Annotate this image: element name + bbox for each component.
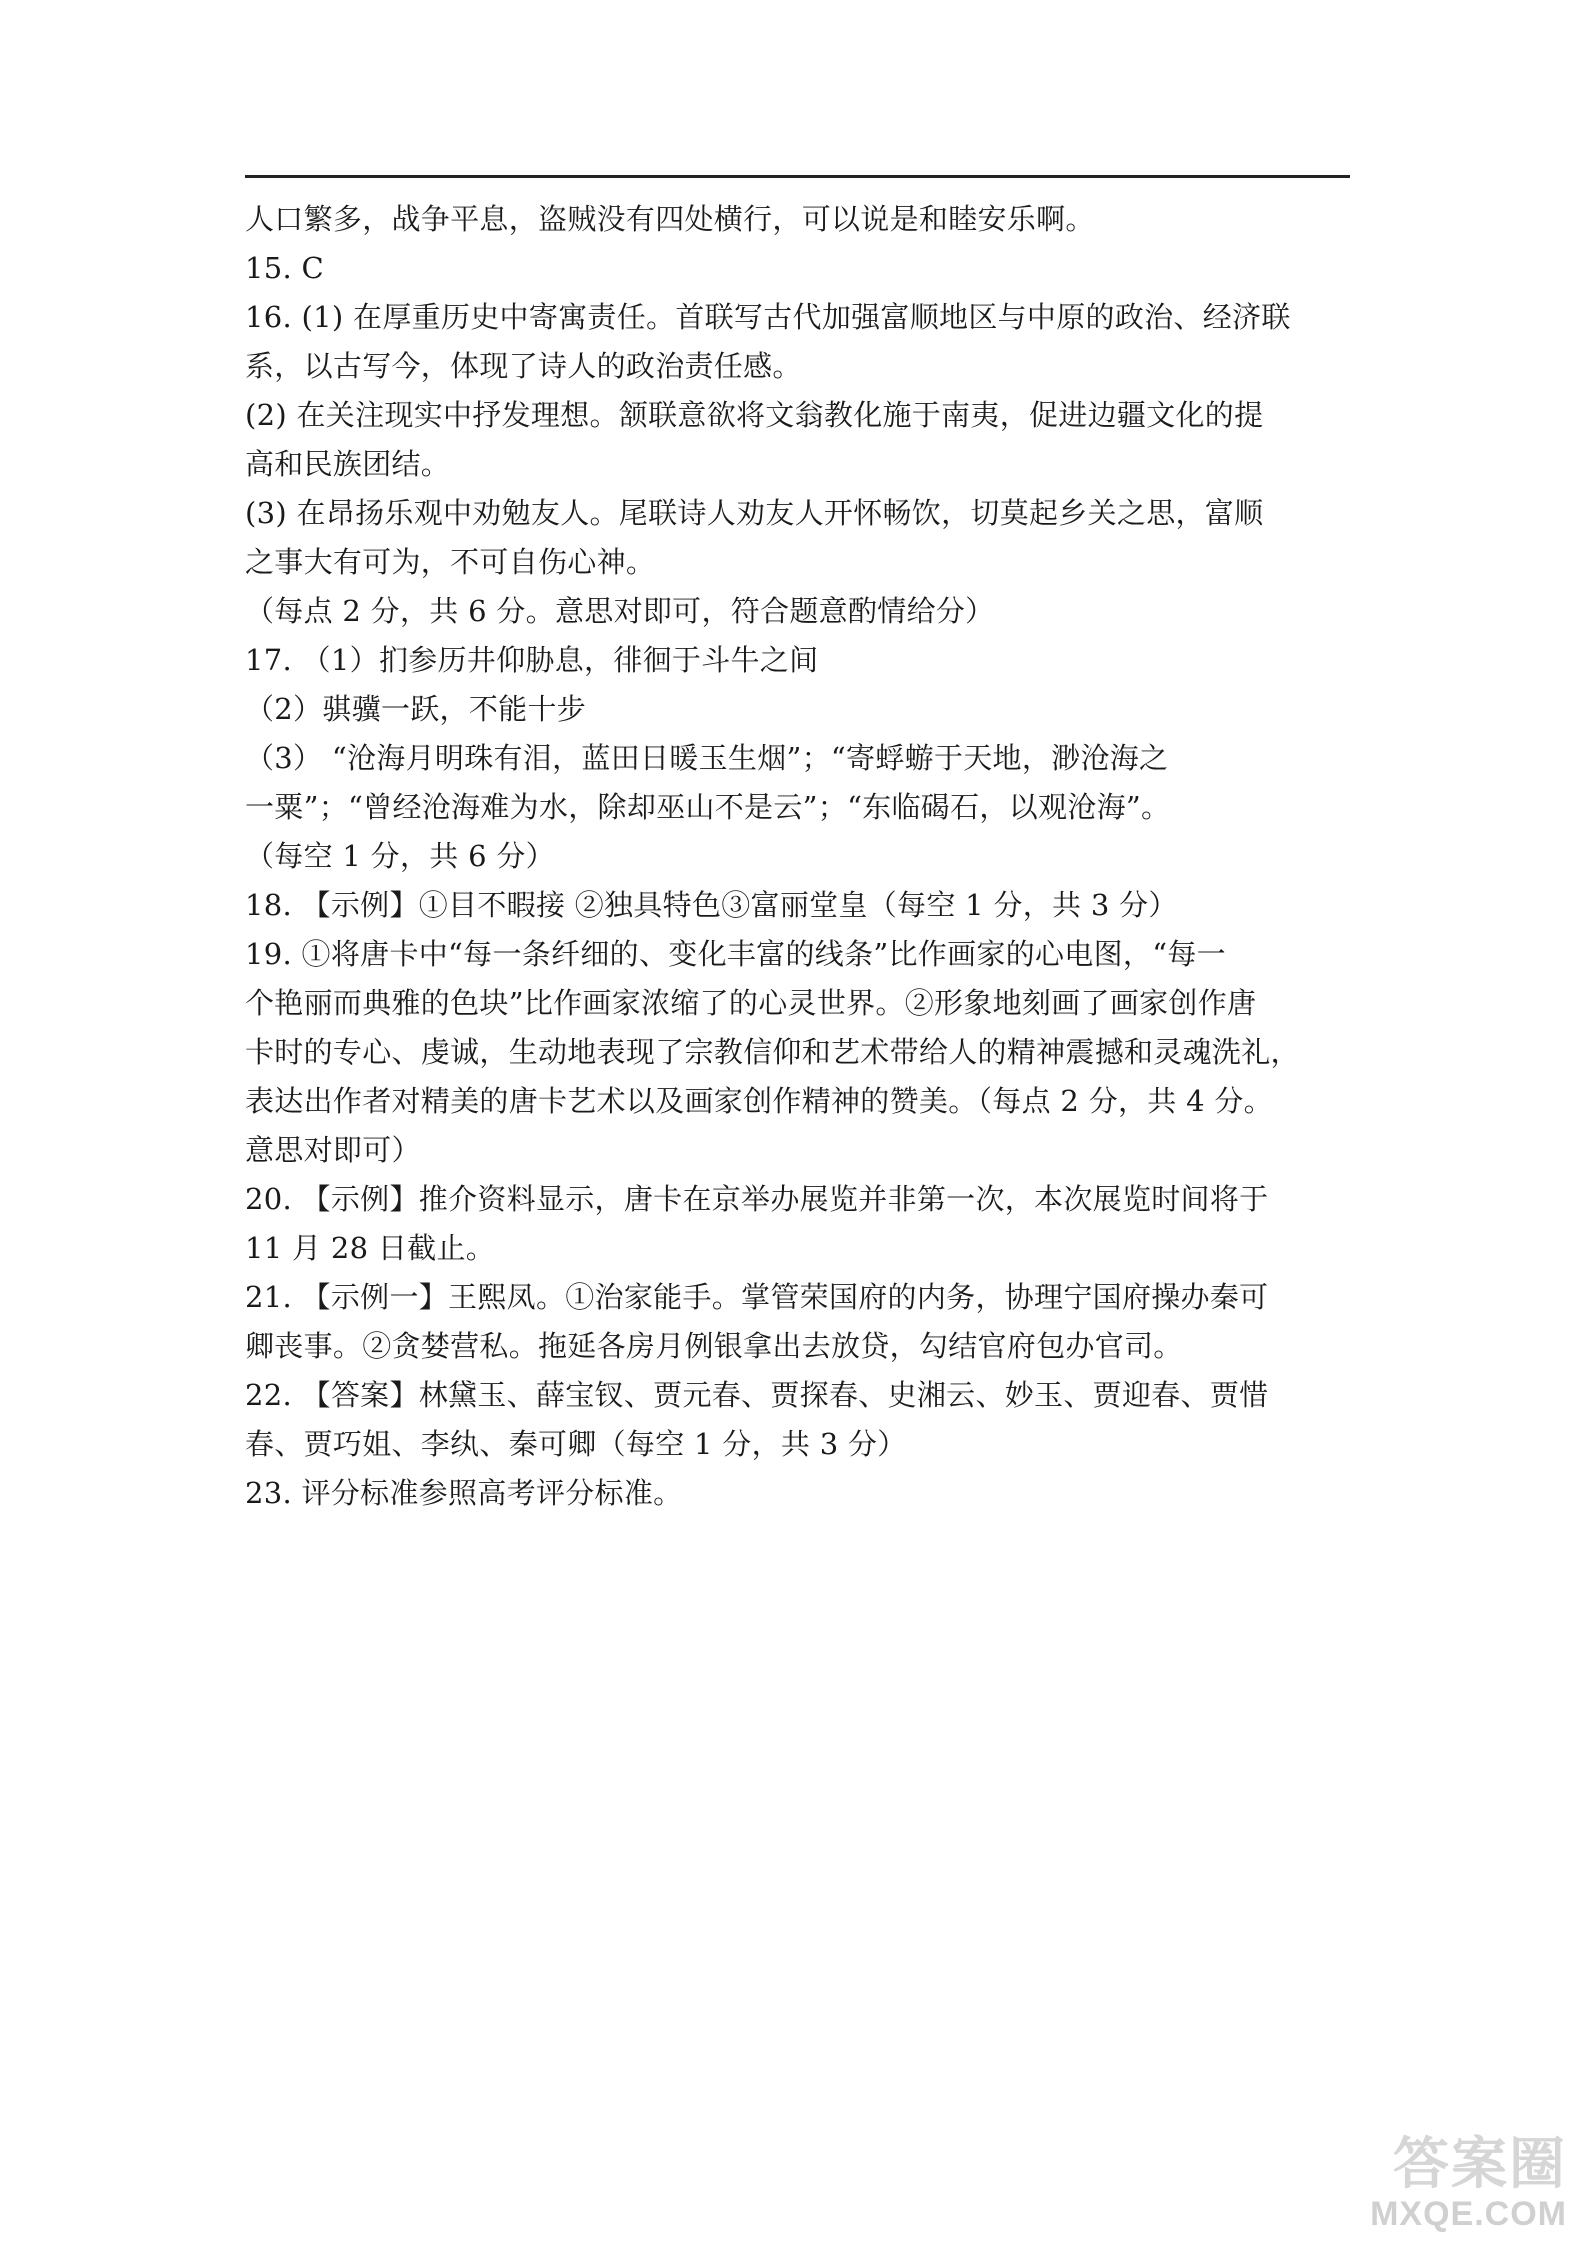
answer-16: 16. (1) 在厚重历史中寄寓责任。首联写古代加强富顺地区与中原的政治、经济联	[245, 300, 1291, 334]
answer-line: (3) 在昂扬乐观中劝勉友人。尾联诗人劝友人开怀畅饮，切莫起乡关之思，富顺	[245, 496, 1264, 530]
header-rule	[245, 175, 1350, 178]
watermark-logo: 答案圈	[1393, 2132, 1567, 2197]
answer-line: 系，以古写今，体现了诗人的政治责任感。	[245, 349, 802, 383]
answer-line: 卿丧事。②贪婪营私。拖延各房月例银拿出去放贷，勾结官府包办官司。	[245, 1329, 1183, 1363]
watermark-url: MXQE.COM	[1370, 2195, 1567, 2233]
answer-line: 个艳丽而典雅的色块”比作画家浓缩了的心灵世界。②形象地刻画了画家创作唐	[245, 986, 1257, 1020]
answer-line: 高和民族团结。	[245, 447, 451, 481]
answer-line: 春、贾巧姐、李纨、秦可卿（每空 1 分，共 3 分）	[245, 1427, 907, 1461]
answer-line: （3） “沧海月明珠有泪，蓝田日暖玉生烟”；“寄蜉蝣于天地，渺沧海之	[245, 741, 1169, 775]
answer-15: 15. C	[245, 251, 325, 285]
answer-line: (2) 在关注现实中抒发理想。颔联意欲将文翁教化施于南夷，促进边疆文化的提	[245, 398, 1264, 432]
answer-18: 18. 【示例】①目不暇接 ②独具特色③富丽堂皇（每空 1 分，共 3 分）	[245, 888, 1178, 922]
answer-line: 一粟”；“曾经沧海难为水，除却巫山不是云”；“东临碣石，以观沧海”。	[245, 790, 1171, 824]
answer-21: 21. 【示例一】王熙凤。①治家能手。掌管荣国府的内务，协理宁国府操办秦可	[245, 1280, 1269, 1314]
answer-22: 22. 【答案】林黛玉、薛宝钗、贾元春、贾探春、史湘云、妙玉、贾迎春、贾惜	[245, 1378, 1269, 1412]
answer-line: 之事大有可为，不可自伤心神。	[245, 545, 656, 579]
answer-19: 19. ①将唐卡中“每一条纤细的、变化丰富的线条”比作画家的心电图，“每一	[245, 937, 1226, 971]
answer-line: 意思对即可）	[245, 1133, 421, 1167]
answer-20: 20. 【示例】推介资料显示，唐卡在京举办展览并非第一次，本次展览时间将于	[245, 1182, 1269, 1216]
answer-line: 人口繁多，战争平息，盗贼没有四处横行，可以说是和睦安乐啊。	[245, 202, 1095, 236]
site-watermark	[1370, 2132, 1567, 2233]
answer-line: 11 月 28 日截止。	[245, 1231, 496, 1265]
answer-content	[245, 195, 1355, 1518]
answer-line: （2）骐骥一跃，不能十步	[245, 692, 587, 726]
scoring-note: （每点 2 分，共 6 分。意思对即可，符合题意酌情给分）	[245, 594, 995, 628]
answer-line: 表达出作者对精美的唐卡艺术以及画家创作精神的赞美。（每点 2 分，共 4 分。	[245, 1084, 1273, 1118]
scoring-note: （每空 1 分，共 6 分）	[245, 839, 555, 873]
answer-23: 23. 评分标准参照高考评分标准。	[245, 1476, 683, 1510]
answer-line: 卡时的专心、虔诚，生动地表现了宗教信仰和艺术带给人的精神震撼和灵魂洗礼，	[245, 1035, 1300, 1069]
answer-17: 17. （1）扪参历井仰胁息，徘徊于斗牛之间	[245, 643, 819, 677]
